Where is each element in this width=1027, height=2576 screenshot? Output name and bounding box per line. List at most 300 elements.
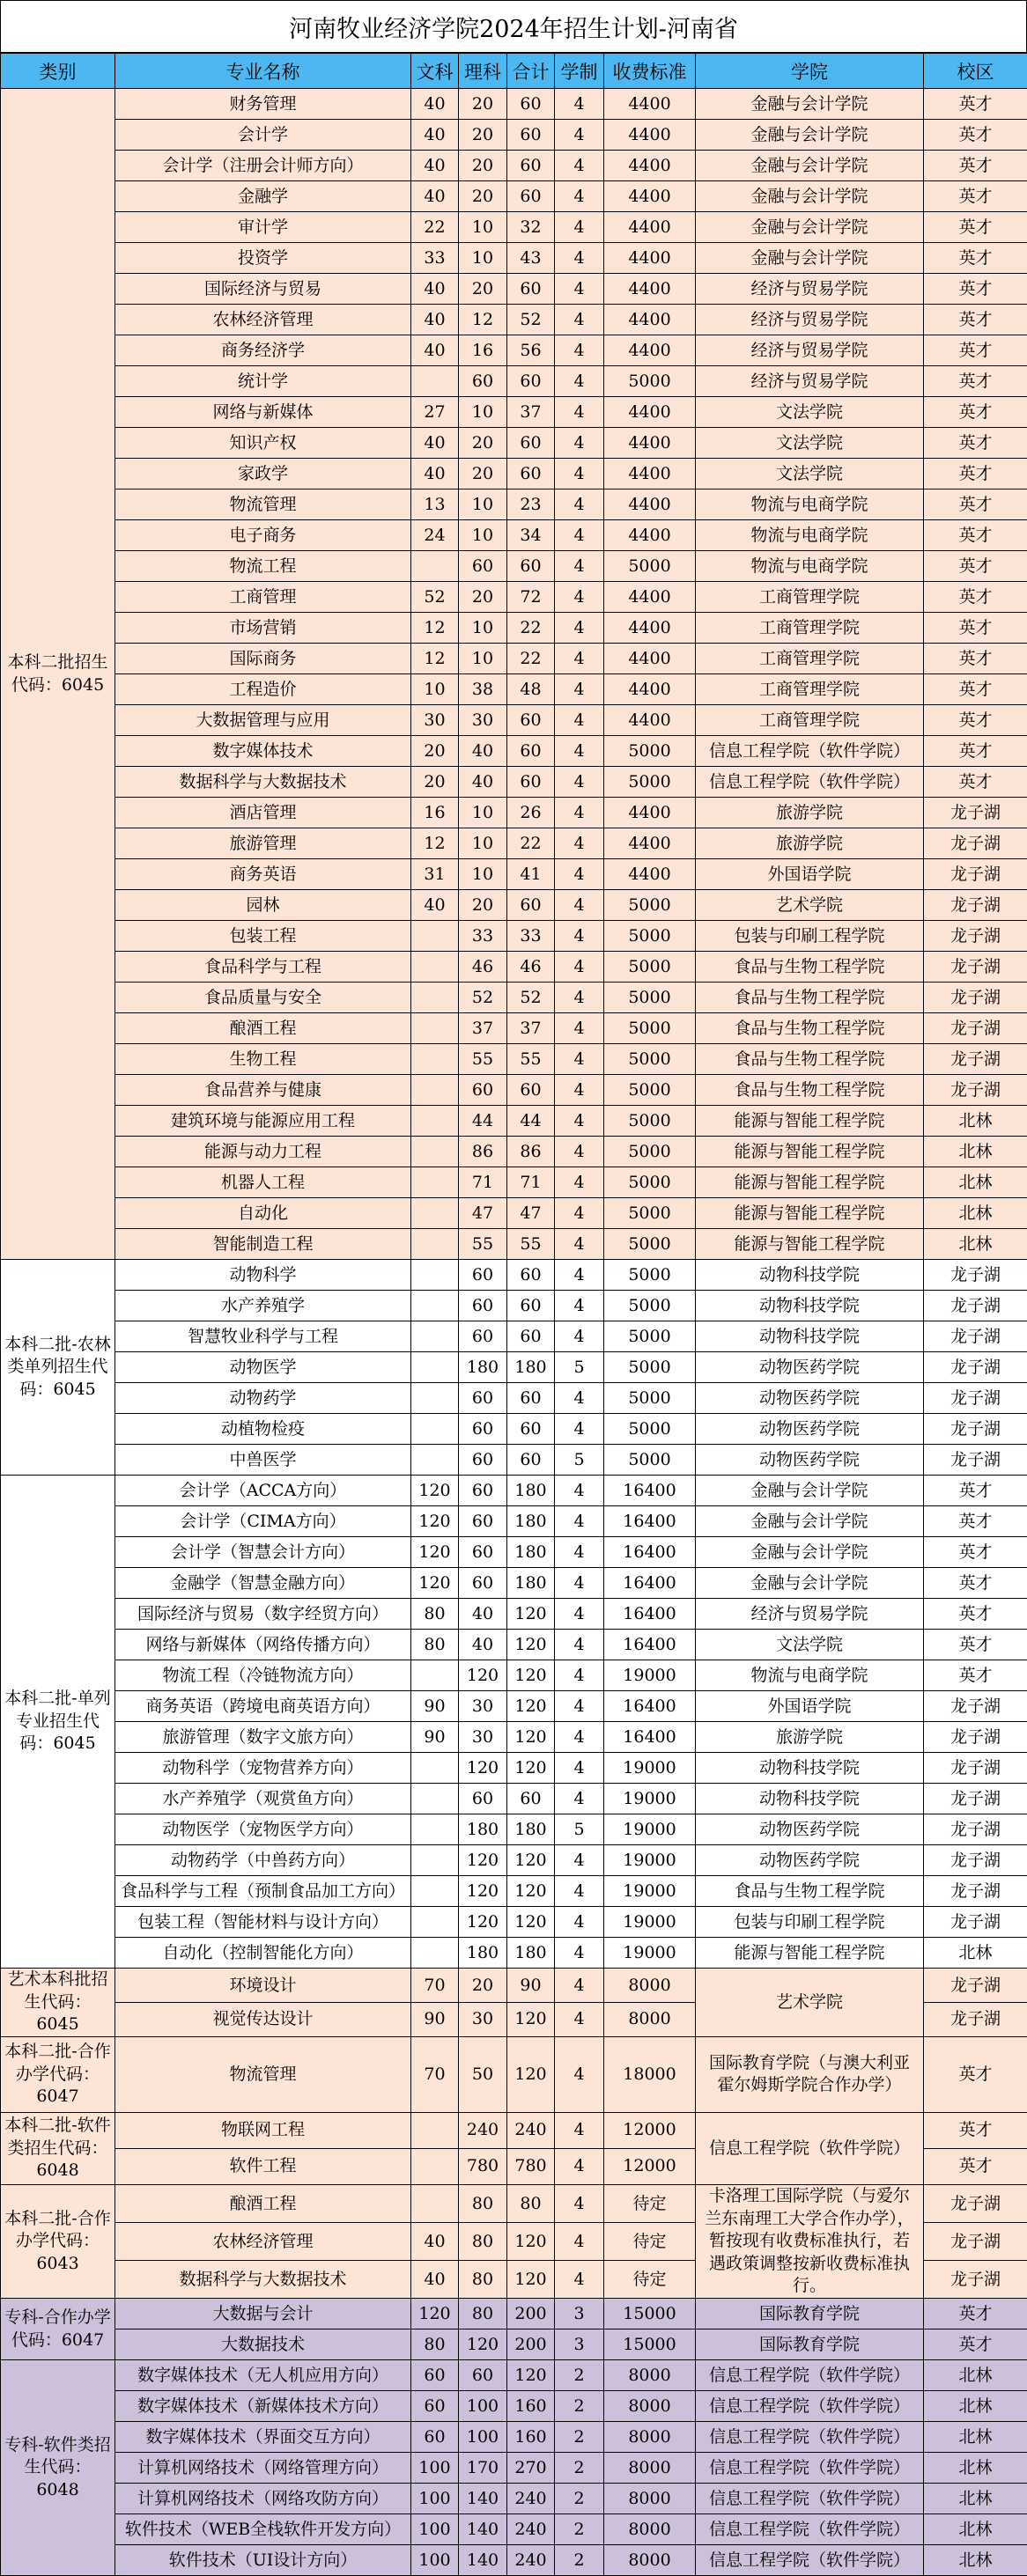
duration-cell: 4: [555, 2002, 604, 2036]
major-cell: 会计学（智慧会计方向）: [115, 1537, 411, 1568]
liberal-arts-cell: [411, 1414, 459, 1445]
college-cell: 信息工程学院（软件学院）: [696, 2112, 924, 2184]
duration-cell: 4: [555, 151, 604, 181]
duration-cell: 4: [555, 1506, 604, 1537]
tuition-cell: 5000: [604, 1321, 696, 1352]
header-total: 合计: [507, 54, 555, 89]
college-cell: 卡洛理工国际学院（与爱尔兰东南理工大学合作办学），暂按现有收费标准执行，若遇政策调整按新收费标准执行。: [696, 2184, 924, 2298]
major-cell: 物流工程（冷链物流方向）: [115, 1660, 411, 1691]
major-cell: 商务经济学: [115, 335, 411, 366]
campus-cell: 英才: [924, 582, 1027, 613]
science-cell: 20: [459, 151, 507, 181]
campus-cell: 龙子湖: [924, 2184, 1027, 2222]
campus-cell: 英才: [924, 489, 1027, 520]
liberal-arts-cell: 40: [411, 151, 459, 181]
tuition-cell: 12000: [604, 2112, 696, 2148]
campus-cell: 龙子湖: [924, 1260, 1027, 1291]
major-cell: 网络与新媒体: [115, 397, 411, 428]
table-row: [1, 274, 1027, 305]
science-cell: 140: [459, 2484, 507, 2514]
duration-cell: 4: [555, 1876, 604, 1907]
duration-cell: 4: [555, 397, 604, 428]
liberal-arts-cell: 24: [411, 520, 459, 551]
science-cell: 30: [459, 2002, 507, 2036]
campus-cell: 英才: [924, 705, 1027, 736]
duration-cell: 2: [555, 2484, 604, 2514]
college-cell: 金融与会计学院: [696, 181, 924, 212]
total-cell: 120: [507, 1660, 555, 1691]
liberal-arts-cell: 80: [411, 2329, 459, 2360]
major-cell: 包装工程: [115, 921, 411, 952]
college-cell: 动物医药学院: [696, 1445, 924, 1476]
campus-cell: 英才: [924, 397, 1027, 428]
major-cell: 会计学（ACCA方向）: [115, 1476, 411, 1506]
duration-cell: 4: [555, 212, 604, 243]
table-row: [1, 89, 1027, 120]
duration-cell: 4: [555, 1260, 604, 1291]
college-cell: 工商管理学院: [696, 582, 924, 613]
liberal-arts-cell: 52: [411, 582, 459, 613]
campus-cell: 龙子湖: [924, 2261, 1027, 2299]
science-cell: 20: [459, 181, 507, 212]
table-row: [1, 952, 1027, 983]
science-cell: 60: [459, 1445, 507, 1476]
liberal-arts-cell: [411, 1352, 459, 1383]
duration-cell: 4: [555, 582, 604, 613]
table-row: [1, 1476, 1027, 1506]
duration-cell: 4: [555, 736, 604, 767]
major-cell: 动物药学: [115, 1383, 411, 1414]
category-cell: 本科二批-合作办学代码：6047: [1, 2036, 115, 2112]
major-cell: 物流管理: [115, 489, 411, 520]
liberal-arts-cell: 60: [411, 2422, 459, 2453]
duration-cell: 4: [555, 921, 604, 952]
table-row: [1, 2184, 1027, 2222]
duration-cell: 4: [555, 2036, 604, 2112]
duration-cell: 4: [555, 828, 604, 859]
category-cell: 艺术本科批招生代码：6045: [1, 1969, 115, 2037]
science-cell: 120: [459, 2329, 507, 2360]
campus-cell: 龙子湖: [924, 1352, 1027, 1383]
science-cell: 40: [459, 736, 507, 767]
total-cell: 780: [507, 2148, 555, 2184]
major-cell: 电子商务: [115, 520, 411, 551]
liberal-arts-cell: 120: [411, 2299, 459, 2329]
total-cell: 22: [507, 644, 555, 674]
tuition-cell: 4400: [604, 397, 696, 428]
science-cell: 100: [459, 2422, 507, 2453]
tuition-cell: 8000: [604, 2422, 696, 2453]
total-cell: 47: [507, 1198, 555, 1229]
table-row: [1, 2391, 1027, 2422]
duration-cell: 4: [555, 489, 604, 520]
campus-cell: 龙子湖: [924, 859, 1027, 890]
liberal-arts-cell: 13: [411, 489, 459, 520]
science-cell: 60: [459, 1784, 507, 1814]
total-cell: 240: [507, 2484, 555, 2514]
total-cell: 180: [507, 1476, 555, 1506]
major-cell: 水产养殖学（观赏鱼方向）: [115, 1784, 411, 1814]
major-cell: 工商管理: [115, 582, 411, 613]
duration-cell: 4: [555, 1167, 604, 1198]
tuition-cell: 4400: [604, 674, 696, 705]
college-cell: 信息工程学院（软件学院）: [696, 2360, 924, 2391]
college-cell: 信息工程学院（软件学院）: [696, 2453, 924, 2484]
campus-cell: 英才: [924, 120, 1027, 151]
science-cell: 38: [459, 674, 507, 705]
duration-cell: 4: [555, 1969, 604, 2003]
tuition-cell: 5000: [604, 1291, 696, 1321]
total-cell: 120: [507, 1876, 555, 1907]
total-cell: 200: [507, 2299, 555, 2329]
duration-cell: 4: [555, 1722, 604, 1753]
liberal-arts-cell: [411, 1814, 459, 1845]
college-cell: 经济与贸易学院: [696, 366, 924, 397]
total-cell: 120: [507, 2360, 555, 2391]
college-cell: 动物科技学院: [696, 1260, 924, 1291]
liberal-arts-cell: [411, 952, 459, 983]
total-cell: 120: [507, 2002, 555, 2036]
major-cell: 软件工程: [115, 2148, 411, 2184]
total-cell: 33: [507, 921, 555, 952]
college-cell: 金融与会计学院: [696, 1537, 924, 1568]
tuition-cell: 4400: [604, 428, 696, 459]
liberal-arts-cell: [411, 2112, 459, 2148]
science-cell: 60: [459, 1476, 507, 1506]
science-cell: 120: [459, 1876, 507, 1907]
campus-cell: 龙子湖: [924, 1907, 1027, 1938]
tuition-cell: 5000: [604, 1075, 696, 1106]
science-cell: 60: [459, 1568, 507, 1599]
table-row: [1, 1106, 1027, 1137]
tuition-cell: 5000: [604, 1229, 696, 1260]
total-cell: 180: [507, 1814, 555, 1845]
tuition-cell: 16400: [604, 1722, 696, 1753]
liberal-arts-cell: [411, 1075, 459, 1106]
campus-cell: 龙子湖: [924, 1044, 1027, 1075]
total-cell: 120: [507, 1599, 555, 1630]
duration-cell: 4: [555, 1291, 604, 1321]
table-row: [1, 1845, 1027, 1876]
total-cell: 46: [507, 952, 555, 983]
duration-cell: 4: [555, 952, 604, 983]
duration-cell: 4: [555, 89, 604, 120]
duration-cell: 2: [555, 2453, 604, 2484]
tuition-cell: 8000: [604, 2002, 696, 2036]
liberal-arts-cell: 31: [411, 859, 459, 890]
liberal-arts-cell: 100: [411, 2484, 459, 2514]
campus-cell: 北林: [924, 2360, 1027, 2391]
liberal-arts-cell: [411, 1291, 459, 1321]
campus-cell: 龙子湖: [924, 1075, 1027, 1106]
campus-cell: 英才: [924, 305, 1027, 335]
campus-cell: 龙子湖: [924, 1414, 1027, 1445]
college-cell: 包装与印刷工程学院: [696, 1907, 924, 1938]
table-row: [1, 1568, 1027, 1599]
campus-cell: 北林: [924, 1938, 1027, 1969]
major-cell: 中兽医学: [115, 1445, 411, 1476]
college-cell: 金融与会计学院: [696, 212, 924, 243]
tuition-cell: 8000: [604, 2391, 696, 2422]
campus-cell: 英才: [924, 1476, 1027, 1506]
duration-cell: 5: [555, 1445, 604, 1476]
duration-cell: 4: [555, 1044, 604, 1075]
table-row: [1, 828, 1027, 859]
science-cell: 60: [459, 2360, 507, 2391]
table-row: [1, 397, 1027, 428]
table-row: [1, 1291, 1027, 1321]
major-cell: 数据科学与大数据技术: [115, 767, 411, 798]
table-row: [1, 582, 1027, 613]
total-cell: 34: [507, 520, 555, 551]
duration-cell: 4: [555, 335, 604, 366]
duration-cell: 4: [555, 459, 604, 489]
science-cell: 20: [459, 582, 507, 613]
science-cell: 20: [459, 428, 507, 459]
major-cell: 机器人工程: [115, 1167, 411, 1198]
duration-cell: 4: [555, 1630, 604, 1660]
duration-cell: 4: [555, 1907, 604, 1938]
tuition-cell: 4400: [604, 859, 696, 890]
major-cell: 软件技术（WEB全栈软件开发方向）: [115, 2514, 411, 2545]
table-row: [1, 151, 1027, 181]
duration-cell: 4: [555, 1691, 604, 1722]
science-cell: 10: [459, 859, 507, 890]
liberal-arts-cell: 40: [411, 120, 459, 151]
liberal-arts-cell: [411, 921, 459, 952]
college-cell: 外国语学院: [696, 1691, 924, 1722]
campus-cell: 英才: [924, 335, 1027, 366]
science-cell: 180: [459, 1814, 507, 1845]
major-cell: 审计学: [115, 212, 411, 243]
major-cell: 自动化: [115, 1198, 411, 1229]
tuition-cell: 4400: [604, 828, 696, 859]
duration-cell: 4: [555, 181, 604, 212]
total-cell: 60: [507, 89, 555, 120]
college-cell: 食品与生物工程学院: [696, 1044, 924, 1075]
table-row: [1, 520, 1027, 551]
liberal-arts-cell: 40: [411, 89, 459, 120]
college-cell: 工商管理学院: [696, 705, 924, 736]
liberal-arts-cell: 120: [411, 1506, 459, 1537]
table-row: [1, 366, 1027, 397]
total-cell: 43: [507, 243, 555, 274]
duration-cell: 4: [555, 120, 604, 151]
tuition-cell: 19000: [604, 1845, 696, 1876]
science-cell: 80: [459, 2299, 507, 2329]
table-row: [1, 1445, 1027, 1476]
major-cell: 国际经济与贸易（数字经贸方向）: [115, 1599, 411, 1630]
college-cell: 经济与贸易学院: [696, 1599, 924, 1630]
duration-cell: 4: [555, 2184, 604, 2222]
total-cell: 22: [507, 828, 555, 859]
science-cell: 37: [459, 1013, 507, 1044]
tuition-cell: 4400: [604, 335, 696, 366]
college-cell: 信息工程学院（软件学院）: [696, 2484, 924, 2514]
major-cell: 国际商务: [115, 644, 411, 674]
table-row: [1, 2036, 1027, 2112]
science-cell: 16: [459, 335, 507, 366]
table-row: [1, 1691, 1027, 1722]
total-cell: 71: [507, 1167, 555, 1198]
liberal-arts-cell: 40: [411, 428, 459, 459]
table-row: [1, 921, 1027, 952]
college-cell: 旅游学院: [696, 828, 924, 859]
college-cell: 物流与电商学院: [696, 520, 924, 551]
college-cell: 动物医药学院: [696, 1414, 924, 1445]
tuition-cell: 4400: [604, 305, 696, 335]
liberal-arts-cell: [411, 1907, 459, 1938]
tuition-cell: 19000: [604, 1784, 696, 1814]
category-cell: 本科二批-软件类招生代码：6048: [1, 2112, 115, 2184]
science-cell: 60: [459, 1075, 507, 1106]
college-cell: 文法学院: [696, 1630, 924, 1660]
table-row: [1, 1630, 1027, 1660]
table-row: [1, 428, 1027, 459]
tuition-cell: 8000: [604, 1969, 696, 2003]
total-cell: 60: [507, 1291, 555, 1321]
table-row: [1, 1537, 1027, 1568]
liberal-arts-cell: 40: [411, 181, 459, 212]
science-cell: 60: [459, 1506, 507, 1537]
table-body: [1, 89, 1027, 2576]
tuition-cell: 4400: [604, 798, 696, 828]
major-cell: 数字媒体技术（新媒体技术方向）: [115, 2391, 411, 2422]
college-cell: 食品与生物工程学院: [696, 1075, 924, 1106]
liberal-arts-cell: 20: [411, 767, 459, 798]
total-cell: 60: [507, 1260, 555, 1291]
major-cell: 会计学（CIMA方向）: [115, 1506, 411, 1537]
college-cell: 国际教育学院: [696, 2299, 924, 2329]
liberal-arts-cell: 40: [411, 2222, 459, 2260]
campus-cell: 龙子湖: [924, 1969, 1027, 2003]
campus-cell: 英才: [924, 274, 1027, 305]
table-row: [1, 644, 1027, 674]
major-cell: 园林: [115, 890, 411, 921]
tuition-cell: 4400: [604, 520, 696, 551]
liberal-arts-cell: 16: [411, 798, 459, 828]
college-cell: 金融与会计学院: [696, 1568, 924, 1599]
table-row: [1, 1321, 1027, 1352]
major-cell: 大数据管理与应用: [115, 705, 411, 736]
liberal-arts-cell: 100: [411, 2453, 459, 2484]
duration-cell: 4: [555, 2222, 604, 2260]
duration-cell: 4: [555, 1229, 604, 1260]
major-cell: 软件技术（UI设计方向）: [115, 2545, 411, 2576]
college-cell: 文法学院: [696, 459, 924, 489]
header-duration: 学制: [555, 54, 604, 89]
science-cell: 120: [459, 1845, 507, 1876]
science-cell: 30: [459, 1722, 507, 1753]
total-cell: 240: [507, 2545, 555, 2576]
duration-cell: 4: [555, 705, 604, 736]
total-cell: 60: [507, 1383, 555, 1414]
major-cell: 食品科学与工程（预制食品加工方向）: [115, 1876, 411, 1907]
science-cell: 40: [459, 1599, 507, 1630]
tuition-cell: 19000: [604, 1938, 696, 1969]
liberal-arts-cell: [411, 1845, 459, 1876]
college-cell: 动物医药学院: [696, 1352, 924, 1383]
major-cell: 食品质量与安全: [115, 983, 411, 1013]
admission-plan-table: [0, 53, 1027, 2576]
total-cell: 37: [507, 397, 555, 428]
liberal-arts-cell: 40: [411, 2261, 459, 2299]
total-cell: 60: [507, 428, 555, 459]
duration-cell: 4: [555, 1476, 604, 1506]
campus-cell: 龙子湖: [924, 1321, 1027, 1352]
tuition-cell: 5000: [604, 1352, 696, 1383]
college-cell: 能源与智能工程学院: [696, 1106, 924, 1137]
campus-cell: 英才: [924, 1630, 1027, 1660]
college-cell: 国际教育学院: [696, 2329, 924, 2360]
liberal-arts-cell: 40: [411, 274, 459, 305]
liberal-arts-cell: 40: [411, 459, 459, 489]
campus-cell: 龙子湖: [924, 1013, 1027, 1044]
science-cell: 71: [459, 1167, 507, 1198]
science-cell: 240: [459, 2112, 507, 2148]
major-cell: 能源与动力工程: [115, 1137, 411, 1167]
college-cell: 艺术学院: [696, 1969, 924, 2037]
duration-cell: 4: [555, 613, 604, 644]
table-row: [1, 1506, 1027, 1537]
total-cell: 200: [507, 2329, 555, 2360]
science-cell: 20: [459, 120, 507, 151]
duration-cell: 3: [555, 2299, 604, 2329]
duration-cell: 4: [555, 1137, 604, 1167]
major-cell: 金融学: [115, 181, 411, 212]
total-cell: 26: [507, 798, 555, 828]
tuition-cell: 15000: [604, 2299, 696, 2329]
major-cell: 市场营销: [115, 613, 411, 644]
tuition-cell: 4400: [604, 120, 696, 151]
duration-cell: 4: [555, 798, 604, 828]
category-cell: 本科二批-单列专业招生代码：6045: [1, 1476, 115, 1969]
liberal-arts-cell: [411, 1321, 459, 1352]
total-cell: 60: [507, 366, 555, 397]
science-cell: 10: [459, 613, 507, 644]
campus-cell: 英才: [924, 520, 1027, 551]
duration-cell: 4: [555, 1660, 604, 1691]
science-cell: 80: [459, 2184, 507, 2222]
duration-cell: 4: [555, 1106, 604, 1137]
tuition-cell: 19000: [604, 1814, 696, 1845]
header-tuition: 收费标准: [604, 54, 696, 89]
campus-cell: 龙子湖: [924, 2222, 1027, 2260]
major-cell: 统计学: [115, 366, 411, 397]
science-cell: 10: [459, 212, 507, 243]
tuition-cell: 16400: [604, 1691, 696, 1722]
total-cell: 60: [507, 551, 555, 582]
tuition-cell: 5000: [604, 366, 696, 397]
duration-cell: 2: [555, 2545, 604, 2576]
table-row: [1, 1599, 1027, 1630]
duration-cell: 4: [555, 243, 604, 274]
campus-cell: 英才: [924, 212, 1027, 243]
table-row: [1, 120, 1027, 151]
duration-cell: 4: [555, 2261, 604, 2299]
total-cell: 180: [507, 1537, 555, 1568]
college-cell: 金融与会计学院: [696, 151, 924, 181]
science-cell: 170: [459, 2453, 507, 2484]
liberal-arts-cell: [411, 1784, 459, 1814]
tuition-cell: 8000: [604, 2453, 696, 2484]
college-cell: 能源与智能工程学院: [696, 1137, 924, 1167]
major-cell: 数字媒体技术（界面交互方向）: [115, 2422, 411, 2453]
total-cell: 60: [507, 181, 555, 212]
total-cell: 60: [507, 890, 555, 921]
liberal-arts-cell: [411, 1445, 459, 1476]
table-row: [1, 1383, 1027, 1414]
